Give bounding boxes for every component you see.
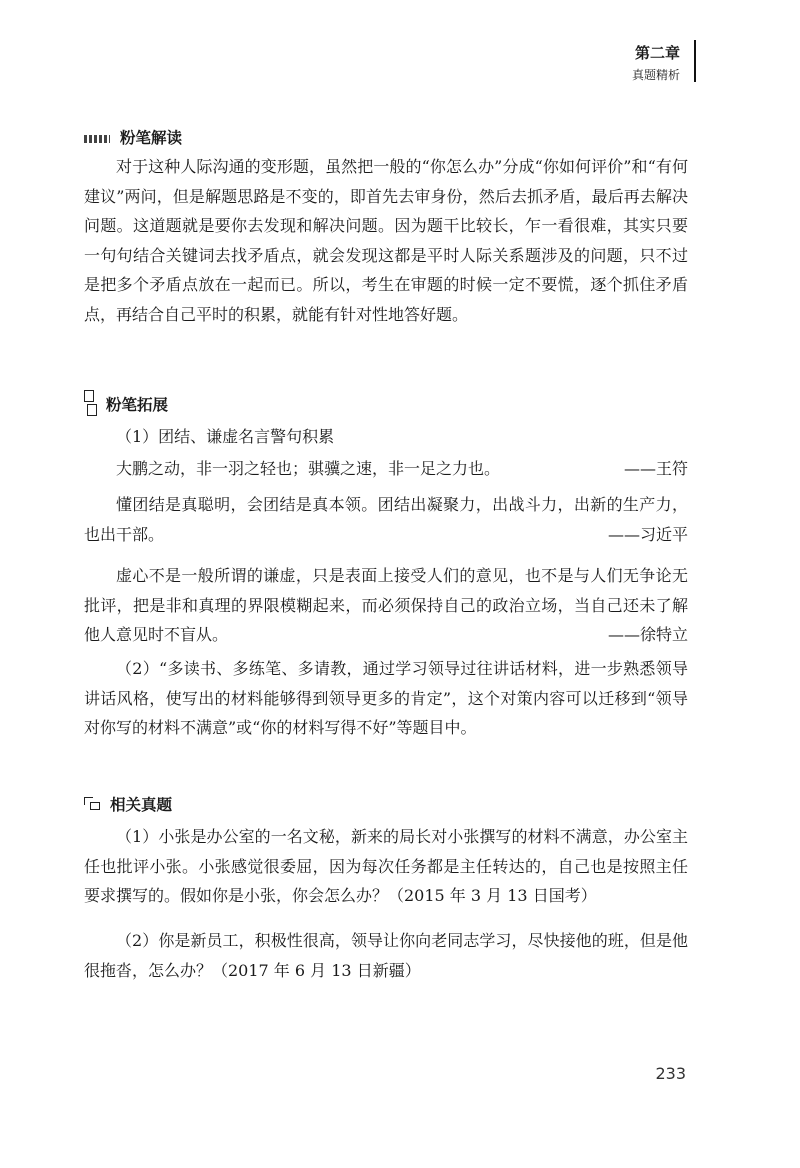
interpretation-paragraph: 对于这种人际沟通的变形题，虽然把一般的“你怎么办”分成“你如何评价”和“有何建议”两问，但是解题思路是不变的，即首先去审身份，然后去抓矛盾，最后再去解决问题。这道题就是要你去发现和解决问题。因为题干比较长，乍一看很难，其实只要一句句结合关键词去找矛盾点，就会发现这都是平时人际关系题涉及的问题，只不过是把多个矛盾点放在一起而已。所以，考生在审题的时候一定不要慌，逐个抓住矛盾点，再结合自己平时的积累，就能有针对性地答好题。 [84,157,688,324]
related-question-2: （2）你是新员工，积极性很高，领导让你向老同志学习，尽快接他的班，但是他很拖沓，怎么办？（2017 年 6 月 13 日新疆） [84,931,688,980]
header-divider [694,40,696,82]
chapter-label: 第二章 [634,44,680,62]
quote-text: 大鹏之动，非一羽之轻也；骐骥之速，非一足之力也。 [116,459,501,478]
section-title: 相关真题 [110,796,173,814]
chapter-subtitle: 真题精析 [631,68,680,82]
section-title: 粉笔拓展 [106,396,169,414]
quote-author: ——王符 [623,459,688,478]
section-heading-extension [84,390,168,418]
section-heading-interpretation [84,126,182,148]
stacked-blocks-icon [84,390,98,418]
extension-item-1-title: （1）团结、谦虚名言警句积累 [116,427,335,446]
related-question-1: （1）小张是办公室的一名文秘，新来的局长对小张撰写的材料不满意，办公室主任也批评小张。小张感觉很委屈，因为每次任务都是主任转达的，自己也是按照主任要求撰写的。假如你是小张，你会怎么办？（2015 年 3 月 13 日国考） [84,827,688,905]
quote-1 [84,454,688,484]
quote-author: ——习近平 [607,524,688,544]
quote-text: 虚心不是一般所谓的谦虚，只是表面上接受人们的意见，也不是与人们无争论无批评，把是非和真理的界限模糊起来，而必须保持自己的政治立场，当自己还未了解他人意见时不盲从。 [84,566,688,644]
quote-text: 懂团结是真聪明，会团结是真本领。团结出凝聚力，出战斗力，出新的生产力，也出干部。 [84,495,688,544]
quote-3 [84,561,688,650]
section-heading-related [84,793,172,815]
dotted-bars-icon [84,133,112,145]
section-title: 粉笔解读 [120,129,183,147]
running-header [632,44,692,84]
quote-2 [84,490,688,549]
extension-item-2: （2）“多读书、多练笔、多请教，通过学习领导过往讲话材料，进一步熟悉领导讲话风格，使写出的材料能够得到领导更多的肯定”，这个对策内容可以迁移到“领导对你写的材料不满意”或“你的材料写得不好”等题目中。 [84,659,688,737]
page-number: 233 [655,1064,686,1083]
linked-tabs-icon [84,797,102,811]
quote-author: ——徐特立 [607,625,688,644]
